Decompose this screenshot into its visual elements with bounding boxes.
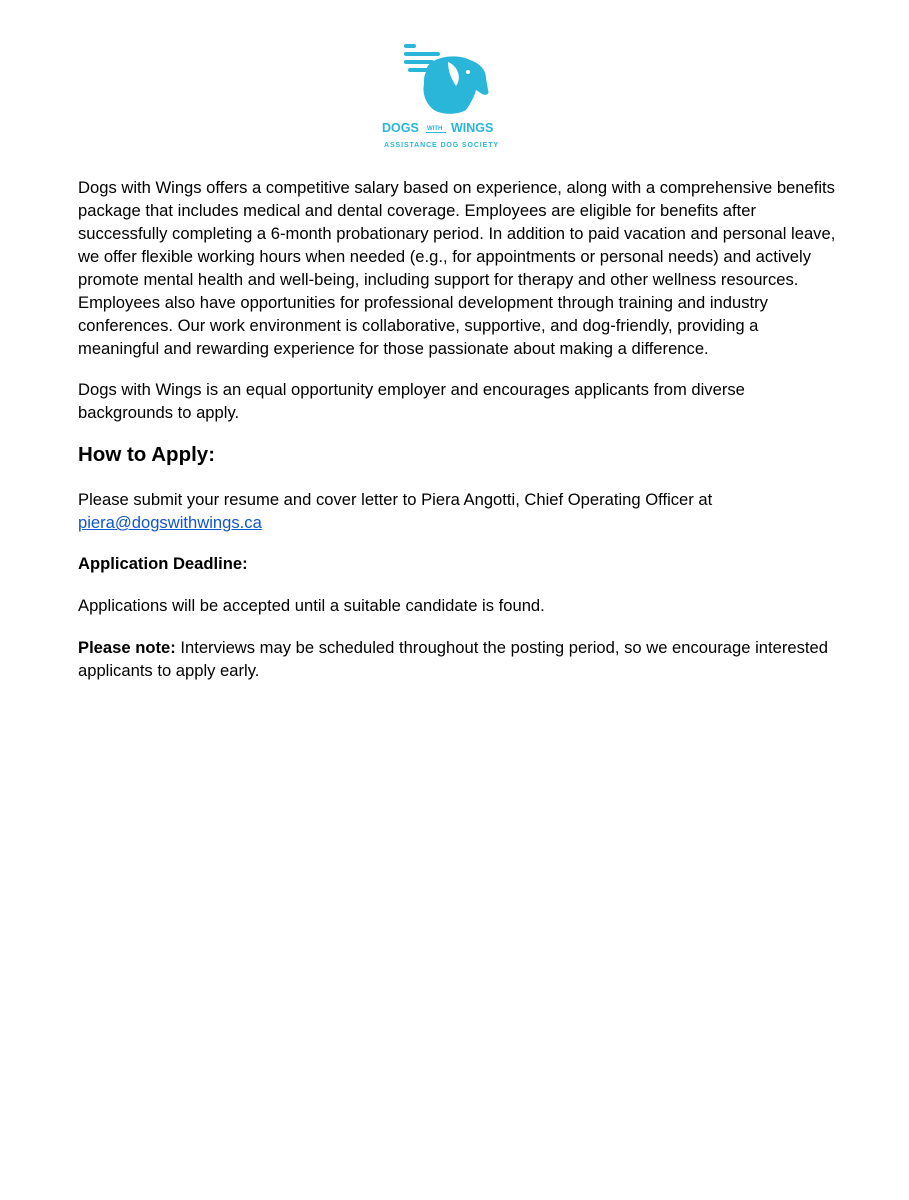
note-label: Please note:: [78, 638, 176, 657]
logo-tagline: ASSISTANCE DOG SOCIETY: [384, 142, 499, 149]
organization-logo: [374, 38, 534, 154]
logo-name-wings: WINGS: [451, 121, 494, 135]
logo-name-with: WITH: [427, 126, 443, 132]
how-to-apply-text: Please submit your resume and cover letter to Piera Angotti, Chief Operating Officer at: [78, 490, 713, 509]
email-link[interactable]: piera@dogswithwings.ca: [78, 513, 262, 532]
application-deadline-heading: Application Deadline:: [78, 554, 248, 573]
document-body: [78, 176, 838, 682]
application-deadline-text: Applications will be accepted until a suitable candidate is found.: [78, 596, 545, 615]
note-paragraph: [78, 636, 838, 682]
benefits-paragraph: Dogs with Wings offers a competitive salary based on experience, along with a comprehensive benefits package that includes medical and dental coverage. Employees are eligible for benefits after successfully completing a 6-month probationary period. In addition to paid vacation and personal leave, we offer flexible working hours when needed (e.g., for appointments or personal needs) and actively promote mental health and well-being, including support for therapy and other wellness resources. Employees also have opportunities for professional development through training and industry conferences. Our work environment is collaborative, supportive, and dog-friendly, providing a meaningful and rewarding experience for those passionate about making a difference.: [78, 178, 836, 358]
note-text: Interviews may be scheduled throughout the posting period, so we encourage interested applicants to apply early.: [78, 638, 828, 680]
logo-name-dogs: DOGS: [382, 121, 419, 135]
equal-opportunity-paragraph: Dogs with Wings is an equal opportunity employer and encourages applicants from diverse backgrounds to apply.: [78, 380, 745, 422]
how-to-apply-paragraph: [78, 488, 838, 534]
winged-dog-icon: [374, 38, 534, 154]
how-to-apply-heading: How to Apply:: [78, 443, 216, 466]
